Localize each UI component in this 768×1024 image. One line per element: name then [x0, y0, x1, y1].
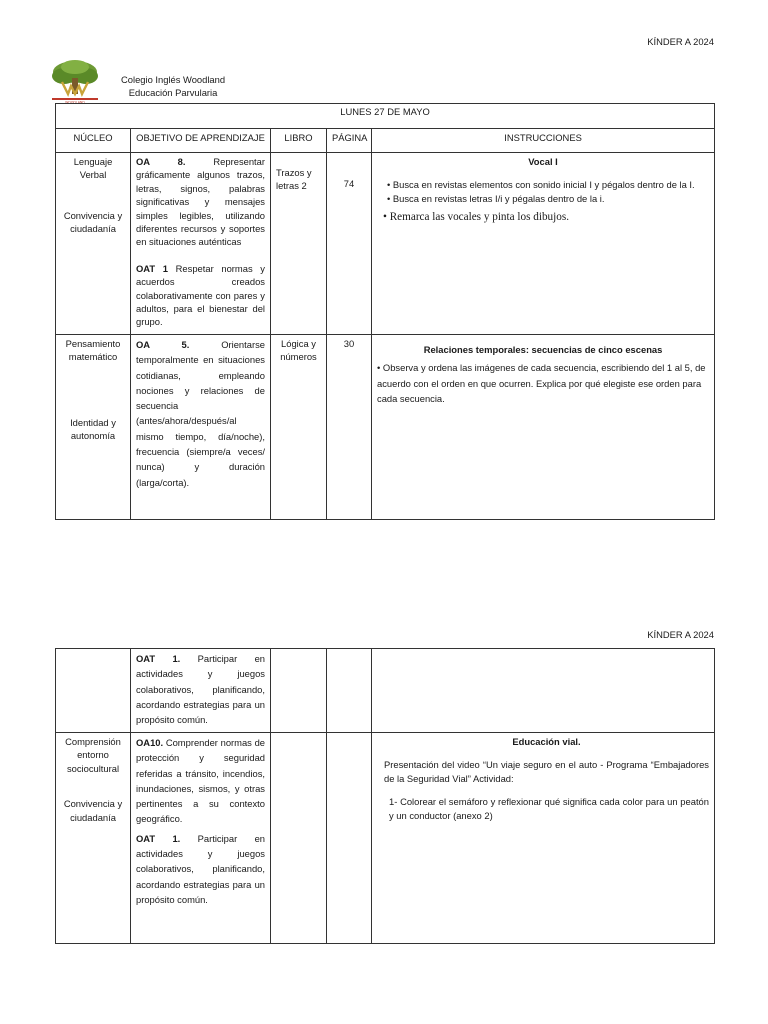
- oat-code: OAT 1.: [136, 832, 181, 844]
- table-row: [56, 733, 715, 944]
- logo-caption: WOODLAND: [65, 100, 85, 104]
- instruction-extra: • Remarca las vocales y pinta los dibujos.: [383, 211, 569, 224]
- table-row: [56, 335, 715, 520]
- instruction-bullet: • Busca en revistas letras I/i y pégalas dentro de la i.: [387, 192, 709, 205]
- oat-code: OAT 1.: [136, 653, 181, 664]
- school-subtitle: Educación Parvularia: [128, 87, 218, 98]
- oat-text: Participar en actividades y juegos colaborativos, planificando, acordando estrategias para un propósito común.: [136, 832, 265, 905]
- instructions-cell: [372, 649, 715, 733]
- instruction-text: Presentación del video “Un viaje seguro en el auto - Programa “Embajadores de la Seguridad Vial” Actividad:: [384, 759, 709, 784]
- nucleo-cell: [56, 335, 131, 520]
- instruction-bullet: • Busca en revistas elementos con sonido inicial I y pégalos dentro de la I.: [387, 178, 709, 191]
- oat-code: OAT 1: [136, 262, 168, 274]
- instruction-title: Educación vial.: [512, 736, 581, 747]
- header-instrucciones: INSTRUCCIONES: [372, 129, 715, 153]
- objective-cell: [131, 733, 271, 944]
- page-number-cell: [327, 649, 372, 733]
- plan-table-page2: [55, 648, 715, 944]
- nucleo-cell: [56, 733, 131, 944]
- header-libro: LIBRO: [271, 129, 327, 153]
- nucleo-primary: Pensamiento matemático: [65, 338, 121, 363]
- book-cell: Lógica y números: [271, 335, 327, 520]
- header-pagina: PÁGINA: [327, 129, 372, 153]
- nucleo-cell: [56, 153, 131, 335]
- page-number-cell: [327, 733, 372, 944]
- oat-text: Participar en actividades y juegos colaborativos, planificando, acordando estrategias para un propósito común.: [136, 653, 265, 726]
- instructions-cell: [372, 335, 715, 520]
- school-name: Colegio Inglés Woodland: [121, 74, 226, 85]
- nucleo-cell: [56, 649, 131, 733]
- table-row: [56, 153, 715, 335]
- nucleo-primary: Lenguaje Verbal: [73, 156, 113, 181]
- nucleo-secondary: Convivencia y ciudadanía: [63, 209, 123, 235]
- instruction-title: Vocal I: [528, 156, 558, 167]
- instruction-text: • Observa y ordena las imágenes de cada secuencia, escribiendo del 1 al 5, de acuerdo con el orden en que ocurren. Explica por qué elegiste ese orden para cada secuencia.: [377, 362, 706, 404]
- page-number-cell: 30: [327, 335, 372, 520]
- book-cell: [271, 733, 327, 944]
- nucleo-primary: Comprensión entorno sociocultural: [65, 736, 121, 774]
- header-objetivo: OBJETIVO DE APRENDIZAJE: [131, 129, 271, 153]
- objective-cell: [131, 153, 271, 335]
- oa-code: OA 8.: [136, 156, 186, 167]
- book-cell: [271, 649, 327, 733]
- nucleo-secondary: Identidad y autonomía: [70, 416, 116, 442]
- oa-code: OA 5.: [136, 339, 190, 350]
- oa-text: Comprender normas de protección y seguridad referidas a tránsito, incendios, inundaciones, sismos, y otras pertinentes a su contexto geográfico.: [136, 737, 265, 825]
- instruction-title: Relaciones temporales: secuencias de cinco escenas: [423, 344, 663, 355]
- objective-cell: [131, 335, 271, 520]
- instructions-cell: [372, 153, 715, 335]
- instructions-cell: [372, 733, 715, 944]
- nucleo-secondary: Convivencia y ciudadanía: [63, 798, 123, 823]
- objective-cell: [131, 649, 271, 733]
- school-logo-icon: [48, 58, 102, 104]
- header-kinder-label: KÍNDER A 2024: [647, 36, 714, 47]
- school-header: [121, 73, 225, 99]
- header-nucleo: NÚCLEO: [56, 129, 131, 153]
- oa-text: Orientarse temporalmente en situaciones cotidianas, empleando nociones y relaciones de secuencia (antes/ahora/después/al mismo tiempo, día/noche), frecuencia (siempre/a veces/ nunca) y duración (larga/corta).: [136, 339, 265, 488]
- oa-code: OA10.: [136, 737, 164, 748]
- book-cell: Trazos y letras 2: [271, 153, 327, 335]
- date-title: LUNES 27 DE MAYO: [56, 104, 715, 129]
- header-kinder-label-page2: KÍNDER A 2024: [647, 629, 714, 640]
- page-number-cell: 74: [327, 153, 372, 335]
- instruction-bullets: [377, 178, 709, 205]
- instruction-step: 1- Colorear el semáforo y reflexionar qué significa cada color para un peatón y un conductor (anexo 2): [389, 796, 709, 821]
- table-row: [56, 649, 715, 733]
- oat-text: Respetar normas y acuerdos creados colaborativamente con pares y adultos, para el bienestar del grupo.: [136, 262, 265, 328]
- oa-text: Representar gráficamente algunos trazos, letras, signos, palabras significativas y mensajes simples legibles, utilizando diferentes recursos y soportes en situaciones auténticas: [136, 156, 265, 248]
